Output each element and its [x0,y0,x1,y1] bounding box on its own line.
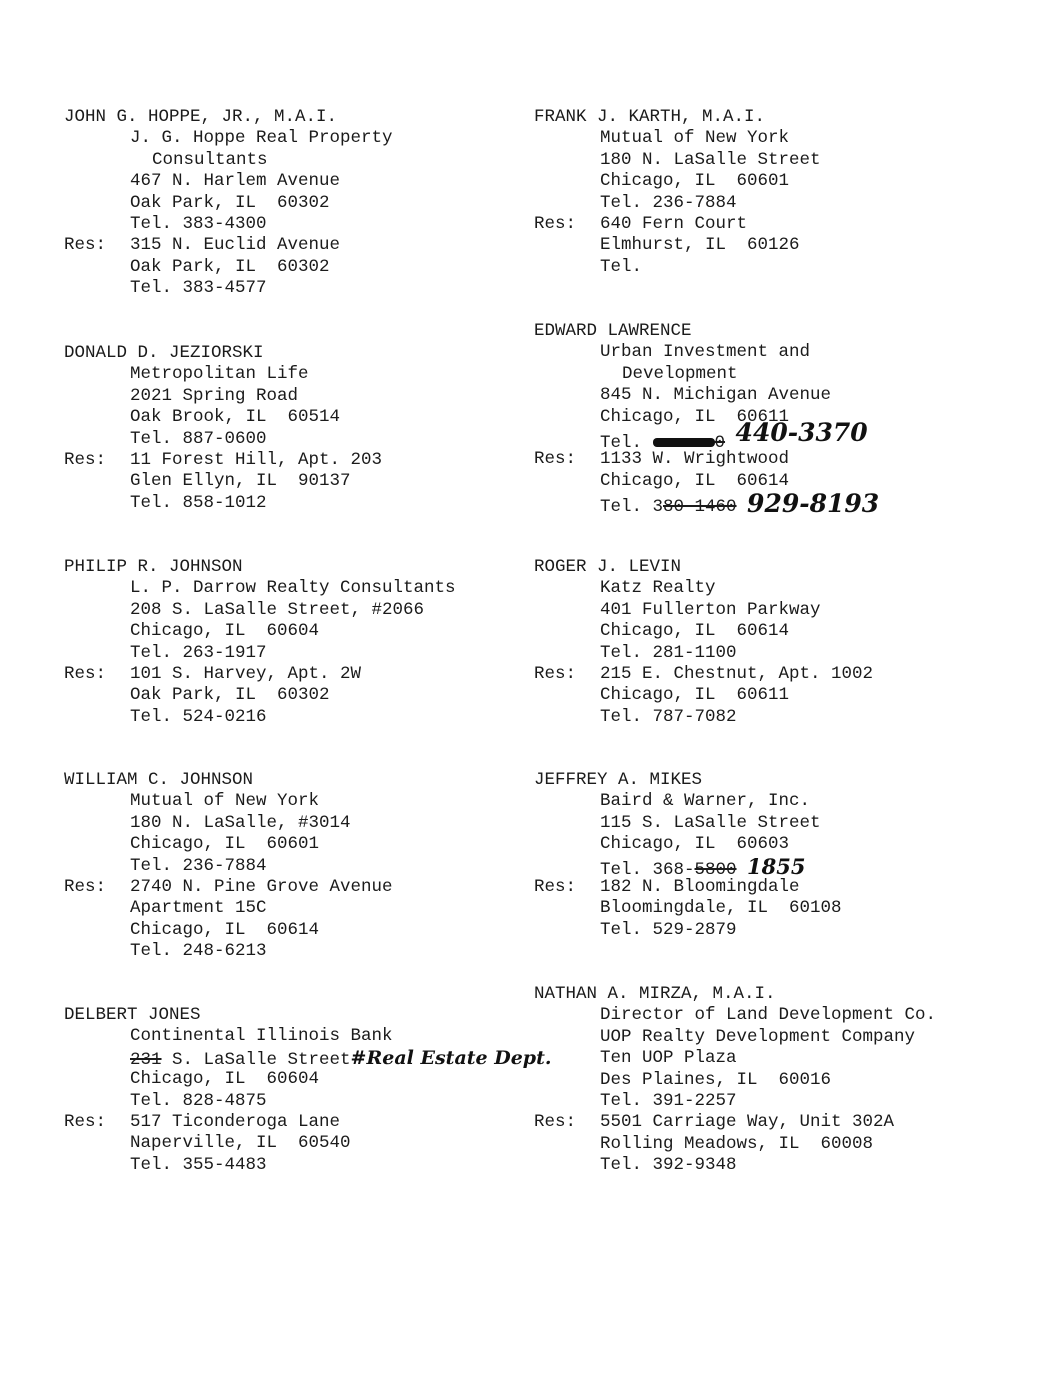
entry-tel: Tel. 828-4875 [130,1090,267,1111]
directory-entry [64,107,393,300]
res-line: Oak Park, IL 60302 [130,256,330,277]
res-line: 640 Fern Court [600,213,748,234]
entry-address-line: Chicago, IL 60611 [600,406,790,427]
directory-entry [64,343,382,514]
entry-address-line: Oak Brook, IL 60514 [130,407,341,428]
entry-address-line: 180 N. LaSalle, #3014 [130,812,351,833]
residence-block [64,235,393,299]
res-line: 11 Forest Hill, Apt. 203 [130,449,383,470]
entry-address-line: Des Plaines, IL 60016 [600,1069,832,1090]
entry-tel [600,417,879,453]
res-line: Tel. 383-4577 [130,278,267,299]
res-line: Rolling Meadows, IL 60008 [600,1133,874,1154]
res-label: Res: [64,876,107,897]
entry-org-line: Consultants [152,149,268,170]
res-label: Res: [64,449,107,470]
entry-tel: Tel. 391-2257 [600,1090,737,1111]
entry-tel: Tel. 383-4300 [130,213,267,234]
struck-tel: 0 [714,432,726,453]
entry-name: EDWARD LAWRENCE [534,321,692,341]
struck-street-number: 231 [130,1049,162,1070]
tel-prefix: Tel. [600,432,653,453]
res-line: Oak Park, IL 60302 [130,685,330,706]
res-line: 215 E. Chestnut, Apt. 1002 [600,663,874,684]
res-line: Tel. 524-0216 [130,706,267,727]
entry-street-line [130,1048,551,1069]
res-line: 1133 W. Wrightwood [600,449,790,470]
residence-block [534,214,821,278]
directory-entry [534,107,821,278]
res-line: Tel. 392-9348 [600,1155,737,1176]
res-line: Tel. 248-6213 [130,941,267,962]
entry-address-line: Chicago, IL 60601 [600,171,790,192]
res-label: Res: [534,1112,577,1133]
res-line: Tel. 787-7082 [600,706,737,727]
entry-address-line: Chicago, IL 60604 [130,621,320,642]
entry-address-line: 115 S. LaSalle Street [600,812,821,833]
handwritten-res-tel: 929-8193 [747,489,880,519]
directory-entry [64,770,393,963]
entry-org-line: Mutual of New York [600,128,790,149]
entry-address-line: 401 Fullerton Parkway [600,599,821,620]
entry-address-line: Oak Park, IL 60302 [130,192,330,213]
res-line: 315 N. Euclid Avenue [130,235,341,256]
handwritten-tel: 440-3370 [735,417,868,447]
entry-name: WILLIAM C. JOHNSON [64,770,254,790]
res-line: 2740 N. Pine Grove Avenue [130,876,393,897]
directory-entry [534,321,880,519]
entry-tel [600,853,842,880]
entry-address-line: Chicago, IL 60604 [130,1069,320,1090]
tel-prefix: Tel. 368- [600,859,695,880]
handwritten-note: #Real Estate Dept. [350,1046,552,1069]
entry-name: DELBERT JONES [64,1005,201,1025]
entry-org-line: Director of Land Development Co. [600,1005,937,1026]
residence-block [64,450,382,514]
res-label: Res: [64,235,107,256]
res-label: Res: [64,1111,107,1132]
entry-address-line: 208 S. LaSalle Street, #2066 [130,599,425,620]
residence-block [64,664,456,728]
residence-block [64,1112,551,1176]
residence-block [534,1112,936,1176]
directory-entry [64,1005,551,1176]
residence-block [534,877,842,941]
directory-entry [534,984,936,1177]
directory-entry [534,770,842,941]
entry-name: JOHN G. HOPPE, JR., M.A.I. [64,107,338,127]
entry-name: FRANK J. KARTH, M.A.I. [534,107,766,127]
entry-tel: Tel. 236-7884 [130,855,267,876]
struck-res-tel: 80-1460 [663,497,737,518]
directory-entry [64,557,456,728]
res-line: 182 N. Bloomingdale [600,876,800,897]
entry-tel: Tel. 887-0600 [130,428,267,449]
res-line: Bloomingdale, IL 60108 [600,898,842,919]
entry-address-line: Chicago, IL 60603 [600,834,790,855]
handwritten-tel: 1855 [747,853,806,879]
entry-org-line: Development [622,363,738,384]
residence-block [534,449,880,519]
res-line: Tel. [600,256,643,277]
entry-name: JEFFREY A. MIKES [534,770,703,790]
entry-tel: Tel. 236-7884 [600,192,737,213]
entry-address-line: Chicago, IL 60614 [600,621,790,642]
res-tel-prefix: Tel. 3 [600,497,664,518]
res-label: Res: [534,663,577,684]
res-line: Chicago, IL 60614 [600,470,790,491]
res-line: Naperville, IL 60540 [130,1133,351,1154]
scribbled-out-number [653,438,715,447]
residence-block [534,664,873,728]
entry-name: NATHAN A. MIRZA, M.A.I. [534,984,776,1004]
res-tel [600,489,880,519]
entry-address-line: 180 N. LaSalle Street [600,149,821,170]
entry-name: ROGER J. LEVIN [534,557,682,577]
entry-org-line: Mutual of New York [130,791,320,812]
entry-org-line: L. P. Darrow Realty Consultants [130,578,456,599]
res-line: Apartment 15C [130,898,267,919]
entry-org-line: J. G. Hoppe Real Property [130,128,393,149]
res-line: Tel. 529-2879 [600,919,737,940]
res-label: Res: [534,449,577,470]
directory-entry [534,557,873,728]
entry-org-line: Katz Realty [600,578,716,599]
res-line: 5501 Carriage Way, Unit 302A [600,1112,895,1133]
res-line: Elmhurst, IL 60126 [600,235,800,256]
res-label: Res: [534,876,577,897]
res-line: Chicago, IL 60611 [600,685,790,706]
entry-address-line: Chicago, IL 60601 [130,834,320,855]
res-line: Chicago, IL 60614 [130,919,320,940]
entry-org-line: Baird & Warner, Inc. [600,791,811,812]
res-line: Tel. 858-1012 [130,492,267,513]
res-line: Tel. 355-4483 [130,1154,267,1175]
res-line: 517 Ticonderoga Lane [130,1111,341,1132]
entry-address-line: Ten UOP Plaza [600,1048,737,1069]
entry-org-line: UOP Realty Development Company [600,1026,916,1047]
res-line: Glen Ellyn, IL 90137 [130,471,351,492]
entry-address-line: 2021 Spring Road [130,385,299,406]
res-label: Res: [534,213,577,234]
residence-block [64,877,393,963]
entry-org-line: Urban Investment and [600,342,811,363]
entry-name: PHILIP R. JOHNSON [64,557,243,577]
entry-tel: Tel. 263-1917 [130,642,267,663]
res-line: 101 S. Harvey, Apt. 2W [130,663,362,684]
entry-tel: Tel. 281-1100 [600,642,737,663]
struck-tel: 5800 [694,859,737,880]
street-name: S. LaSalle Street [161,1049,351,1070]
entry-address-line: 845 N. Michigan Avenue [600,385,832,406]
entry-address-line: 467 N. Harlem Avenue [130,171,341,192]
entry-name: DONALD D. JEZIORSKI [64,343,264,363]
entry-org-line: Continental Illinois Bank [130,1026,393,1047]
entry-org-line: Metropolitan Life [130,364,309,385]
res-label: Res: [64,663,107,684]
